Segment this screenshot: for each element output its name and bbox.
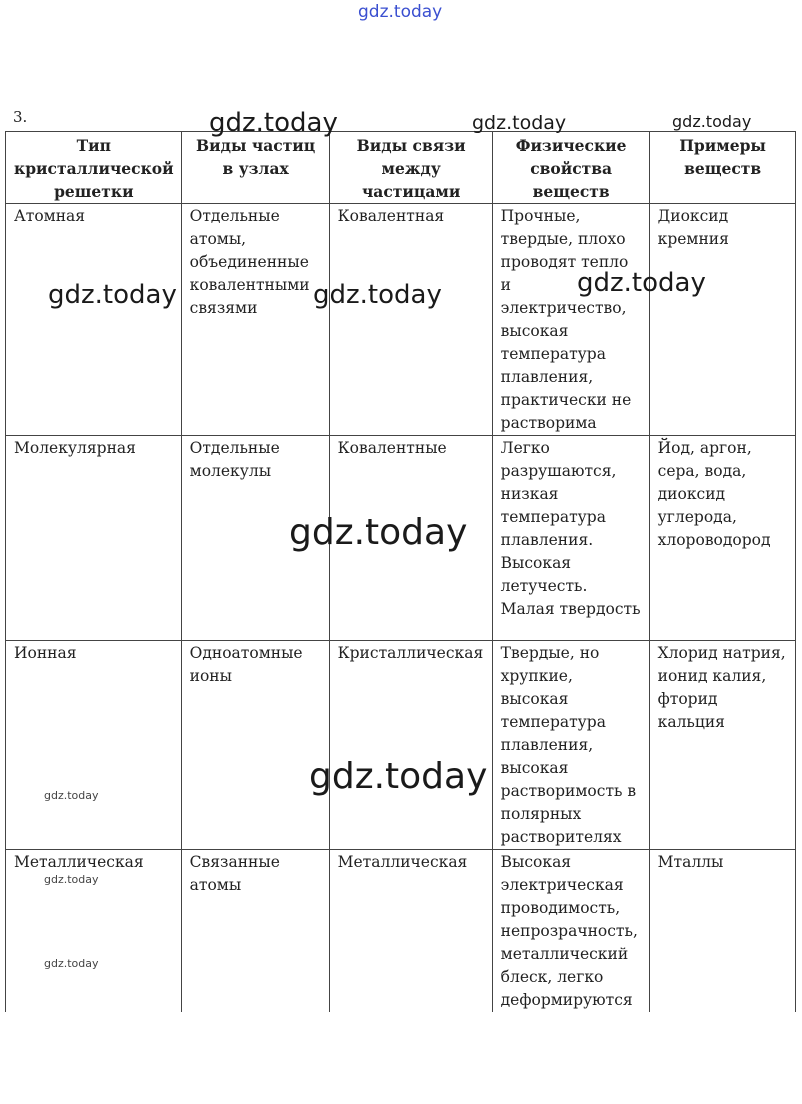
header-particles: Виды частиц в узлах [181,132,329,204]
watermark: gdz.today [672,112,752,131]
table-header-row [6,132,796,204]
cell-examples: Хлорид натрия, ионид калия, фторид кальция [649,641,795,850]
watermark-top: gdz.today [358,2,443,22]
watermark: gdz.today [48,280,177,310]
cell-lattice-type: Металлическая [6,850,182,1013]
watermark: gdz.today [44,957,99,970]
cell-examples: Йод, аргон, сера, вода, диоксид углерода, хлороводород [649,436,795,641]
watermark: gdz.today [313,280,442,310]
cell-properties: Легко разрушаются, низкая температура плавления. Высокая летучесть. Малая твердость [492,436,649,641]
watermark: gdz.today [472,112,567,134]
cell-particles: Отдельные атомы, объединенные ковалентными связями [181,204,329,436]
cell-lattice-type: Ионная [6,641,182,850]
cell-particles: Связанные атомы [181,850,329,1013]
watermark: gdz.today [309,756,488,797]
cell-bond-type: Металлическая [329,850,492,1013]
table-row [6,850,796,1013]
cell-properties: Высокая электрическая проводимость, непрозрачность, металлический блеск, легко деформируются [492,850,649,1013]
cell-particles: Отдельные молекулы [181,436,329,641]
table-row [6,641,796,850]
watermark: gdz.today [289,512,468,553]
cell-bond-type: Кристаллическая [329,641,492,850]
cell-bond-type: Ковалентные [329,436,492,641]
cell-lattice-type: Атомная [6,204,182,436]
cell-bond-type: Ковалентная [329,204,492,436]
question-number: 3. [13,108,28,126]
cell-examples: Мталлы [649,850,795,1013]
crystal-lattice-table [5,131,796,1012]
cell-properties: Прочные, твердые, плохо проводят тепло и электричество, высокая температура плавления, практически не растворима [492,204,649,436]
cell-lattice-type: Молекулярная [6,436,182,641]
header-lattice-type: Тип кристаллической решетки [6,132,182,204]
watermark: gdz.today [577,268,706,298]
cell-particles: Одноатомные ионы [181,641,329,850]
header-bond-type: Виды связи между частицами [329,132,492,204]
cell-properties: Твердые, но хрупкие, высокая температура плавления, высокая растворимость в полярных растворителях [492,641,649,850]
watermark: gdz.today [44,789,99,802]
header-properties: Физические свойства веществ [492,132,649,204]
header-examples: Примеры веществ [649,132,795,204]
watermark: gdz.today [209,108,338,138]
cell-examples: Диоксид кремния [649,204,795,436]
watermark: gdz.today [44,873,99,886]
table-row [6,204,796,436]
